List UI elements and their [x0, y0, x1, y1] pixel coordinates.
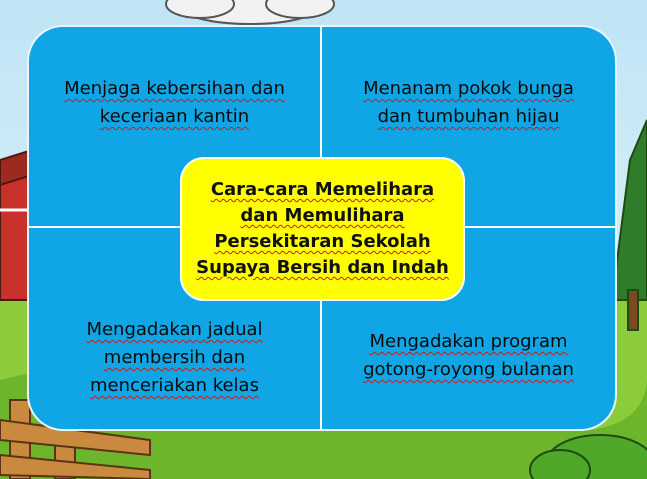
quadrant-bottom-left-text: Mengadakan jadual membersih dan menceriakan kelas [86, 319, 263, 396]
quadrant-top-right-text: Menanam pokok bunga dan tumbuhan hijau [363, 78, 574, 127]
barn [0, 150, 32, 300]
center-topic-text: Cara-cara Memelihara dan Memulihara Persekitaran Sekolah Supaya Bersih dan Indah [196, 179, 449, 278]
center-topic [180, 157, 465, 301]
quadrant-bottom-right-text: Mengadakan program gotong-royong bulanan [363, 331, 574, 380]
quadrant-top-left-text: Menjaga kebersihan dan keceriaan kantin [64, 78, 285, 127]
